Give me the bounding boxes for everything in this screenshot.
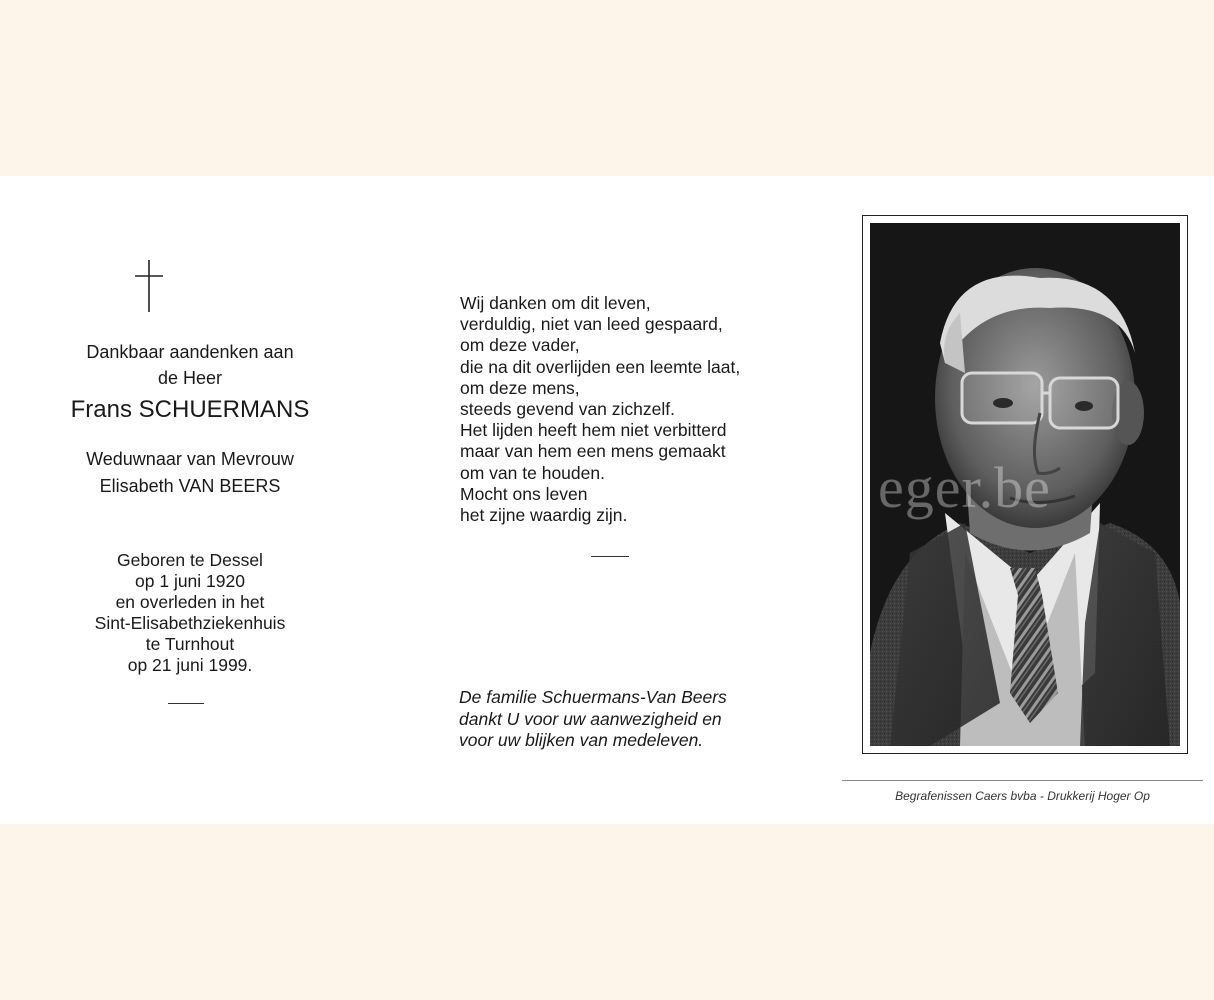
bio-line: op 1 juni 1920 [135, 571, 245, 591]
poem-line: Mocht ons leven [460, 483, 588, 504]
bio-line: Geboren te Dessel [117, 550, 263, 570]
poem-line: om deze vader, [460, 335, 580, 356]
bio-line: te Turnhout [145, 634, 235, 654]
footer-rule [842, 780, 1203, 781]
thanks-line: voor uw blijken van medeleven. [459, 730, 704, 750]
poem-line: maar van hem een mens gemaakt [460, 441, 726, 462]
poem-line: verduldig, niet van leed gespaard, [460, 314, 723, 335]
poem-line: het zijne waardig zijn. [460, 505, 628, 526]
printer-credit: Begrafenissen Caers bvba - Drukkerij Hoger Op [895, 789, 1150, 803]
thanks-line: De familie Schuermans-Van Beers [459, 687, 727, 707]
dedication-line1: Dankbaar aandenken aan [86, 342, 294, 362]
dedication-line2: de Heer [157, 368, 223, 388]
bio-line: op 21 juni 1999. [127, 655, 253, 675]
divider [591, 556, 629, 557]
watermark: eger.be [878, 455, 1051, 520]
bio-line: en overleden in het [115, 592, 265, 612]
poem-line: om van te houden. [460, 462, 605, 483]
spouse-name: Elisabeth VAN BEERS [99, 476, 281, 496]
poem-line: die na dit overlijden een leemte laat, [460, 356, 741, 377]
poem-line: Wij danken om dit leven, [460, 293, 651, 313]
divider [168, 703, 204, 704]
poem [460, 293, 740, 526]
bio-line: Sint-Elisabethziekenhuis [94, 613, 286, 633]
poem-line: steeds gevend van zichzelf. [460, 399, 675, 420]
thanks-message [459, 687, 727, 752]
poem-line: Het lijden heeft hem niet verbitterd [460, 420, 727, 441]
widower-line: Weduwnaar van Mevrouw [86, 449, 294, 469]
memorial-card [0, 176, 1214, 824]
thanks-line: dankt U voor uw aanwezigheid en [459, 708, 722, 729]
poem-line: om deze mens, [460, 377, 580, 398]
deceased-name: Frans SCHUERMANS [70, 396, 310, 423]
cross-icon [135, 260, 163, 312]
